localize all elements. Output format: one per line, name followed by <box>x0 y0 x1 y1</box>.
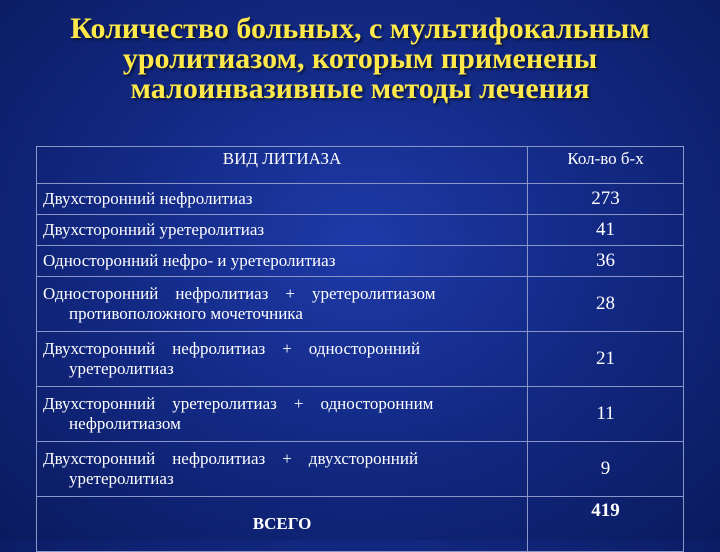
row-name-cell <box>37 442 528 497</box>
row-name-cell <box>37 332 528 387</box>
lithiasis-table <box>36 146 684 552</box>
row-name-cell <box>37 387 528 442</box>
row-name: Двухсторонний нефролитиаз + двухсторонний <box>43 449 419 468</box>
row-count: 9 <box>528 442 684 497</box>
slide-title <box>30 14 690 104</box>
row-count: 11 <box>528 387 684 442</box>
table-row <box>37 387 684 442</box>
total-count: 419 <box>528 497 684 552</box>
title-line-2: уролитиазом, которым применены <box>122 42 598 75</box>
row-name: Односторонний нефро- и уретеролитиаз <box>37 246 528 277</box>
total-label: ВСЕГО <box>37 497 528 552</box>
title-line-1: Количество больных, с мультифокальным <box>70 12 650 45</box>
row-name-continued: уретеролитиаз <box>69 359 174 378</box>
table-header-row <box>37 147 684 184</box>
row-count: 41 <box>528 215 684 246</box>
row-name-continued: противоположного мочеточника <box>69 304 303 323</box>
table-row <box>37 332 684 387</box>
header-lithiasis-type: ВИД ЛИТИАЗА <box>37 147 528 184</box>
title-line-3: малоинвазивные методы лечения <box>130 72 590 105</box>
table-row <box>37 184 684 215</box>
row-count: 21 <box>528 332 684 387</box>
row-name-continued: нефролитиазом <box>69 414 181 433</box>
table-row <box>37 442 684 497</box>
table-total-row <box>37 497 684 552</box>
row-name-continued: уретеролитиаз <box>69 469 174 488</box>
row-count: 273 <box>528 184 684 215</box>
row-name: Двухсторонний уретеролитиаз + односторонним <box>43 394 434 413</box>
row-name: Двухсторонний нефролитиаз <box>37 184 528 215</box>
table-row <box>37 215 684 246</box>
row-name: Односторонний нефролитиаз + уретеролитиазом <box>43 284 436 303</box>
row-name-cell <box>37 277 528 332</box>
row-name: Двухсторонний уретеролитиаз <box>37 215 528 246</box>
table-row <box>37 246 684 277</box>
header-patient-count: Кол-во б-х <box>528 147 684 184</box>
row-count: 28 <box>528 277 684 332</box>
table-row <box>37 277 684 332</box>
row-count: 36 <box>528 246 684 277</box>
row-name: Двухсторонний нефролитиаз + односторонний <box>43 339 421 358</box>
